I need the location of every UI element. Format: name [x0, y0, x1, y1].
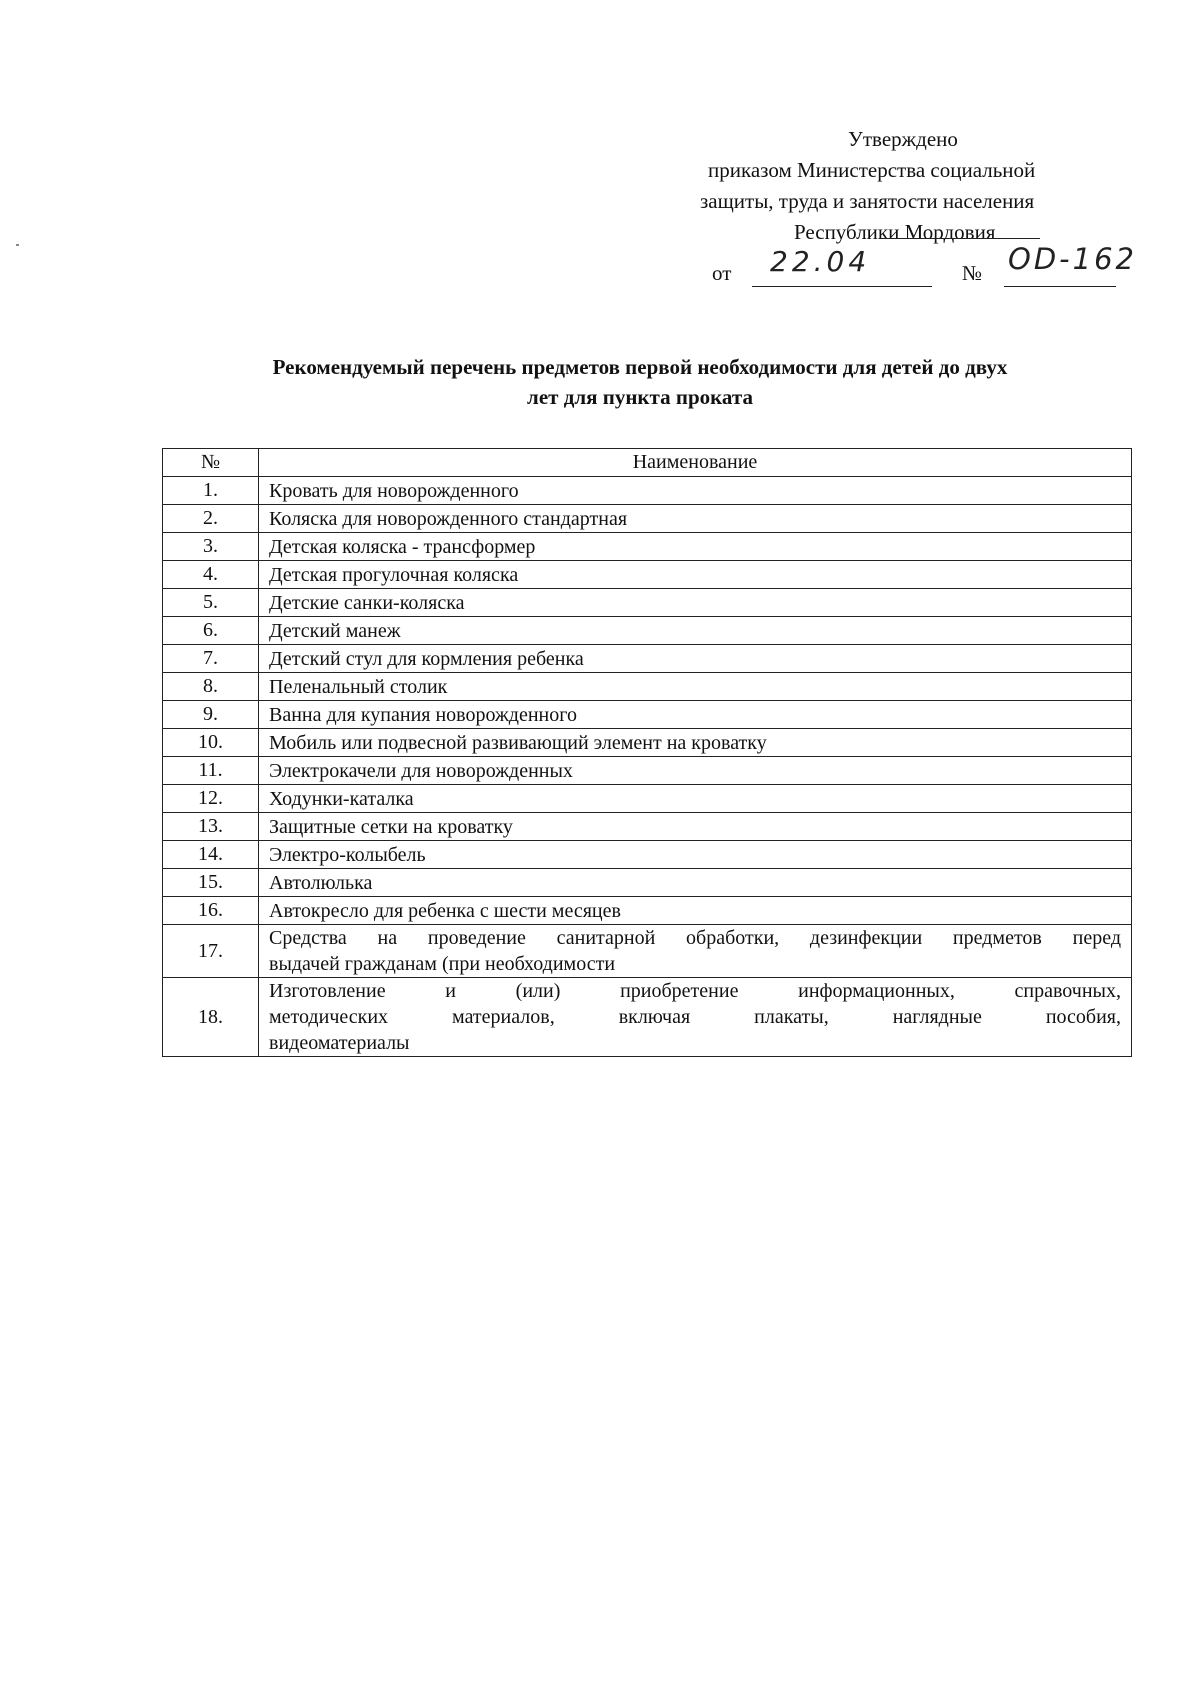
- row-name: Кровать для новорожденного: [259, 477, 1132, 505]
- approval-from-label: от: [712, 261, 732, 285]
- row-name: Детская прогулочная коляска: [259, 561, 1132, 589]
- table-row: [163, 505, 1132, 533]
- row-name-line: Изготовление и (или) приобретение информационных, справочных,: [269, 980, 1121, 1002]
- row-name: Мобиль или подвесной развивающий элемент на кроватку: [259, 729, 1132, 757]
- table-row: [163, 978, 1132, 1057]
- approval-block: [700, 124, 1140, 288]
- row-name: Детские санки-коляска: [259, 589, 1132, 617]
- table-row: [163, 533, 1132, 561]
- approval-number-label: №: [962, 261, 983, 285]
- row-name: Коляска для новорожденного стандартная: [259, 505, 1132, 533]
- approval-number-handwritten: OD-162: [1008, 242, 1137, 276]
- row-name-line: выдачей гражданам (при необходимости: [269, 953, 616, 975]
- row-number: 15.: [163, 869, 259, 897]
- row-number: 10.: [163, 729, 259, 757]
- table-row: [163, 645, 1132, 673]
- republic-underline: [880, 238, 1040, 239]
- table-row: [163, 589, 1132, 617]
- table-row: [163, 729, 1132, 757]
- document-title-line-2: лет для пункта проката: [527, 385, 753, 409]
- table-row: [163, 561, 1132, 589]
- header-number: №: [163, 449, 259, 477]
- row-number: 11.: [163, 757, 259, 785]
- row-name: [259, 925, 1132, 978]
- row-name: Пеленальный столик: [259, 673, 1132, 701]
- row-number: 8.: [163, 673, 259, 701]
- table-row: [163, 785, 1132, 813]
- row-name: Электрокачели для новорожденных: [259, 757, 1132, 785]
- document-title: [160, 352, 1120, 412]
- row-name: Автолюлька: [259, 869, 1132, 897]
- row-name: Автокресло для ребенка с шести месяцев: [259, 897, 1132, 925]
- table-row: [163, 925, 1132, 978]
- row-number: 4.: [163, 561, 259, 589]
- row-name: Детский манеж: [259, 617, 1132, 645]
- document-title-line-1: Рекомендуемый перечень предметов первой необходимости для детей до двух: [272, 355, 1008, 379]
- row-number: 3.: [163, 533, 259, 561]
- table-row: [163, 897, 1132, 925]
- row-name: Электро-колыбель: [259, 841, 1132, 869]
- row-number: 17.: [163, 925, 259, 978]
- row-number: 9.: [163, 701, 259, 729]
- row-name: Ванна для купания новорожденного: [259, 701, 1132, 729]
- header-name: Наименование: [259, 449, 1132, 477]
- row-name-line: методических материалов, включая плакаты, наглядные пособия,: [269, 1006, 1121, 1028]
- table-header-row: [163, 449, 1132, 477]
- row-number: 12.: [163, 785, 259, 813]
- row-name: Защитные сетки на кроватку: [259, 813, 1132, 841]
- items-table: [162, 448, 1132, 1057]
- approval-date-underline: [752, 286, 932, 287]
- row-name: Детская коляска - трансформер: [259, 533, 1132, 561]
- row-number: 13.: [163, 813, 259, 841]
- table-row: [163, 841, 1132, 869]
- scan-speck: [16, 244, 19, 246]
- row-number: 16.: [163, 897, 259, 925]
- approval-line-ministry: защиты, труда и занятости населения: [700, 189, 1035, 213]
- approval-line-approved: Утверждено: [848, 127, 958, 151]
- approval-line-republic: Республики Мордовия: [794, 220, 996, 244]
- table-row: [163, 673, 1132, 701]
- approval-line-order: приказом Министерства социальной: [708, 158, 1036, 182]
- row-number: 18.: [163, 978, 259, 1057]
- table-row: [163, 701, 1132, 729]
- approval-number-underline: [1004, 286, 1116, 287]
- row-number: 6.: [163, 617, 259, 645]
- row-name-line: видеоматериалы: [269, 1032, 410, 1054]
- table-row: [163, 477, 1132, 505]
- table-row: [163, 813, 1132, 841]
- table-row: [163, 757, 1132, 785]
- row-name: [259, 978, 1132, 1057]
- row-number: 7.: [163, 645, 259, 673]
- row-number: 14.: [163, 841, 259, 869]
- approval-date-handwritten: 22.04: [770, 245, 871, 278]
- approval-date-number-row: [700, 244, 1140, 288]
- row-name: Детский стул для кормления ребенка: [259, 645, 1132, 673]
- row-number: 2.: [163, 505, 259, 533]
- row-number: 1.: [163, 477, 259, 505]
- row-name: Ходунки-каталка: [259, 785, 1132, 813]
- row-name-line: Средства на проведение санитарной обработки, дезинфекции предметов перед: [269, 927, 1121, 949]
- table-row: [163, 869, 1132, 897]
- table-row: [163, 617, 1132, 645]
- row-number: 5.: [163, 589, 259, 617]
